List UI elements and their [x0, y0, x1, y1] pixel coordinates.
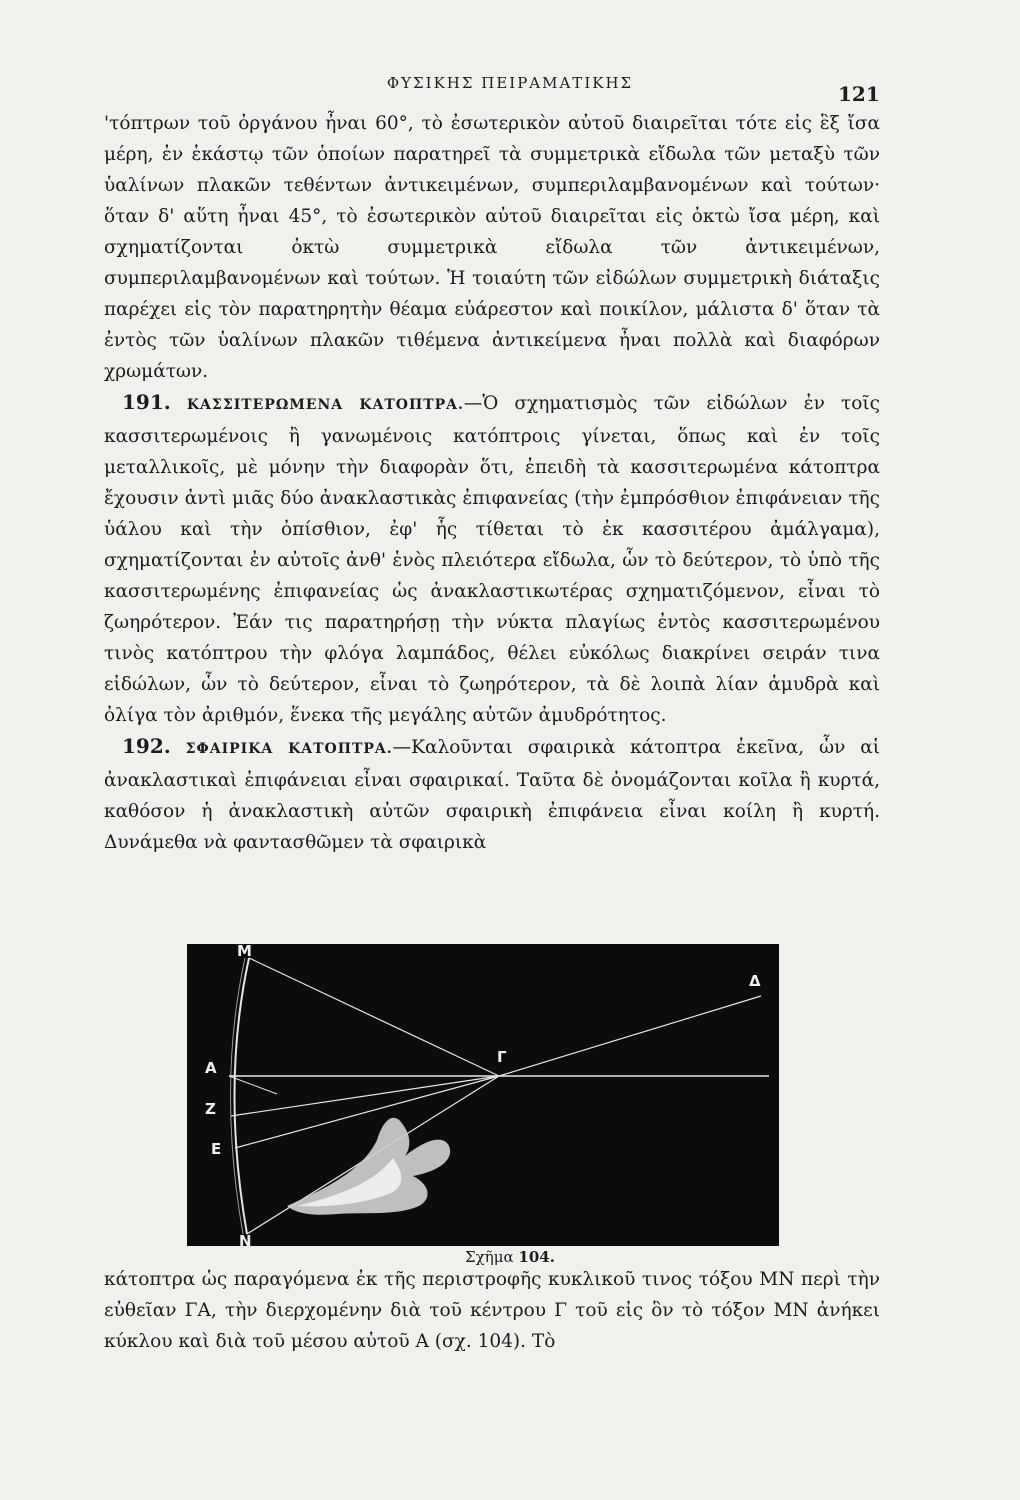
caption-number: 104.	[518, 1248, 555, 1266]
mirror-diagram	[187, 944, 779, 1246]
label-M: Μ	[237, 944, 252, 960]
running-title: ΦΥΣΙΚΗΣ ΠΕΙΡΑΜΑΤΙΚΗΣ	[386, 74, 634, 92]
ray-a-z	[229, 1076, 277, 1094]
mirror-arc-backing	[230, 958, 245, 1234]
section-192	[104, 731, 880, 858]
section-body: —Ὁ σχηματισμὸς τῶν εἰδώλων ἐν τοῖς κασσιτερωμένοις ἢ γανωμένοις κατόπτροις γίνεται, ὅπως καὶ ἐν τοῖς μεταλλικοῖς, μὲ μόνην τὴν διαφορὰν ὅτι, ἐπειδὴ τὰ κασσιτερωμένα κάτοπτρα ἔχουσιν ἀντὶ μιᾶς δύο ἀνακλαστικὰς ἐπιφανείας (τὴν ἐμπρόσθιον ἐπιφάνειαν τῆς ὑάλου καὶ τὴν ὀπίσθιον, ἐφ' ἧς τίθεται τὸ ἐκ κασσιτέρου ἀμάλγαμα), σχηματίζονται ἐν αὐτοῖς ἀνθ' ἑνὸς πλειότερα εἴδωλα, ὧν τὸ δεύτερον, τὸ ὑπὸ τῆς κασσιτερωμένης ἐπιφανείας ὡς ἀνακλαστικωτέρας σχηματιζόμενον, εἶναι τὸ ζωηρότερον. Ἐάν τις παρατηρήσῃ τὴν νύκτα πλαγίως ἐντὸς κασσιτερωμένου τινὸς κατόπτρου τὴν φλόγα λαμπάδος, θέλει εὐκόλως διακρίνει σειράν τινα εἰδώλων, ὧν τὸ δεύτερον, εἶναι τὸ ζωηρότερον, τὰ δὲ λοιπὰ λίαν ἀμυδρὰ καὶ ὀλίγα τὸν ἀριθμόν, ἕνεκα τῆς μεγάλης αὐτῶν ἀμυδρότητος.	[104, 393, 880, 726]
paragraph-text: 'τόπτρων τοῦ ὀργάνου ἦναι 60°, τὸ ἐσωτερικὸν αὐτοῦ διαιρεῖται τότε εἰς ἓξ ἴσα μέρη, ἐν ἑκάστῳ τῶν ὁποίων παρατηρεῖ τὰ συμμετρικὰ εἴδωλα τῶν μεταξὺ τῶν ὑαλίνων πλακῶν τεθέντων ἀντικειμένων, συμπεριλαμβανομένων καὶ τούτων· ὅταν δ' αὕτη ἦναι 45°, τὸ ἐσωτερικὸν αὐτοῦ διαιρεῖται εἰς ὀκτὼ ἴσα μέρη, καὶ σχηματίζονται ὀκτὼ συμμετρικὰ εἴδωλα τῶν ἀντικειμένων, συμπεριλαμβανομένων καὶ τούτων. Ἡ τοιαύτη τῶν εἰδώλων συμμετρικὴ διάταξις παρέχει εἰς τὸν παρατηρητὴν θέαμα εὐάρεστον καὶ ποικίλον, μάλιστα δ' ὅταν τὰ ἐντὸς τῶν ὑαλίνων πλακῶν τιθέμενα ἀντικείμενα ἦναι πολλὰ καὶ διαφόρων χρωμάτων.	[104, 113, 880, 382]
section-body: —Καλοῦνται σφαιρικὰ κάτοπτρα ἐκεῖνα, ὧν αἱ ἀνακλαστικαὶ ἐπιφάνειαι εἶναι σφαιρικαί. Ταῦτα δὲ ὀνομάζονται κοῖλα ἢ κυρτά, καθόσον ἡ ἀνακλαστικὴ αὐτῶν σφαιρικὴ ἐπιφάνεια εἶναι κοίλη ἢ κυρτή. Δυνάμεθα νὰ φαντασθῶμεν τὰ σφαιρικὰ	[104, 737, 880, 853]
label-G: Γ	[497, 1048, 507, 1066]
section-number: 191.	[122, 390, 171, 414]
label-A: Α	[205, 1059, 217, 1077]
flame-icon	[287, 1118, 450, 1215]
label-N: Ν	[239, 1232, 252, 1246]
section-191	[104, 387, 880, 731]
ray-e-g	[235, 1076, 499, 1148]
label-D: Δ	[749, 972, 761, 990]
caption-prefix: Σχῆμα	[465, 1248, 514, 1266]
label-Z: Ζ	[205, 1100, 216, 1118]
page-number: 121	[838, 82, 880, 106]
paragraph-after-figure	[104, 1264, 880, 1357]
ray-m-g	[249, 958, 499, 1076]
section-title: ΣΦΑΙΡΙΚΑ ΚΑΤΟΠΤΡΑ.	[185, 741, 393, 757]
section-number: 192.	[122, 734, 171, 758]
ray-g-d	[499, 996, 761, 1076]
figure-spherical-mirror	[187, 944, 779, 1246]
ray-z-g	[231, 1076, 499, 1116]
paragraph-text: κάτοπτρα ὡς παραγόμενα ἐκ τῆς περιστροφῆς κυκλικοῦ τινος τόξου ΜΝ περὶ τὴν εὐθεῖαν ΓΑ, τὴν διερχομένην διὰ τοῦ κέντρου Γ τοῦ εἰς ὃν τὸ τόξον ΜΝ ἀνήκει κύκλου καὶ διὰ τοῦ μέσου αὐτοῦ Α (σχ. 104). Τὸ	[104, 1269, 880, 1352]
paragraph-continuation	[104, 108, 880, 858]
section-title: ΚΑΣΣΙΤΕΡΩΜΕΝΑ ΚΑΤΟΠΤΡΑ.	[186, 397, 464, 413]
label-E: Ε	[211, 1140, 222, 1158]
